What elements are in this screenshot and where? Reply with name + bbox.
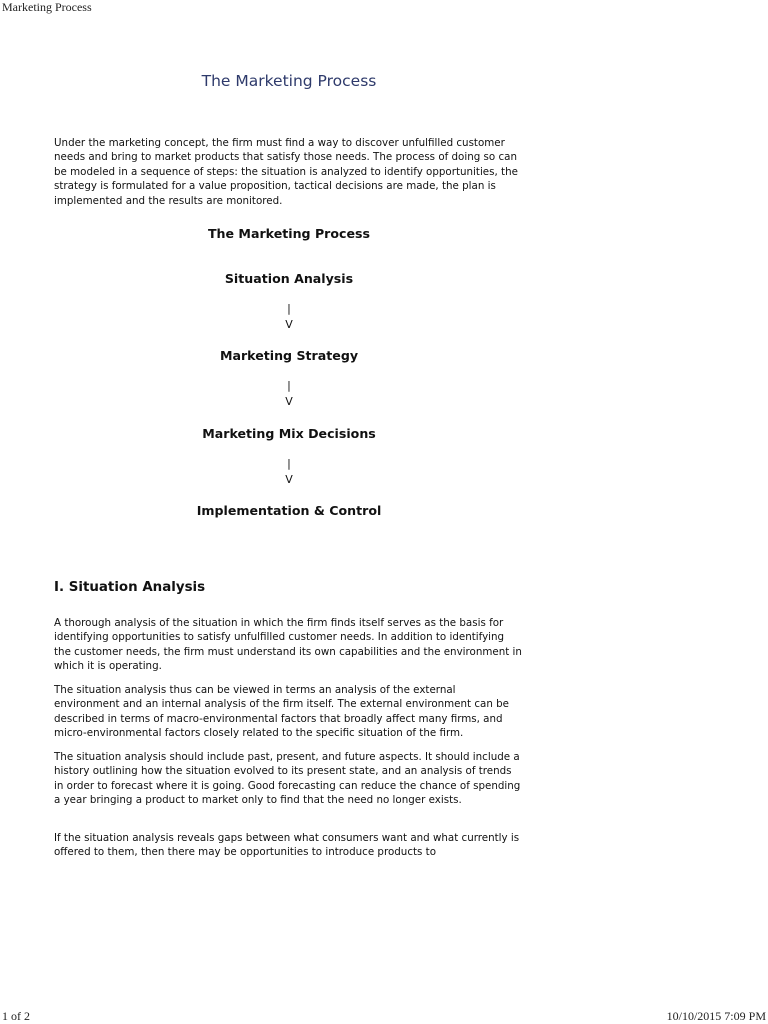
section-heading-situation-analysis: I. Situation Analysis — [54, 580, 206, 595]
document-title: The Marketing Process — [201, 72, 377, 90]
flow-step-marketing-mix-decisions: Marketing Mix Decisions — [202, 426, 376, 441]
intro-paragraph: Under the marketing concept, the firm must find a way to discover unfulfilled customer needs and bring to market products that satisfy those needs. The process of doing so can be modeled in a sequence of steps: the situation is analyzed to identify opportunities, the strategy is formulated for a value proposition, tactical decisions are made, the plan is implemented and the results are monitored. — [54, 137, 518, 207]
flow-connector-arrowhead: V — [285, 473, 293, 486]
flow-connector-bar: | — [287, 457, 291, 470]
flow-connector-bar: | — [287, 302, 291, 315]
print-footer-page-number: 1 of 2 — [2, 1009, 30, 1023]
flow-connector-arrowhead: V — [285, 318, 293, 331]
flow-step-implementation-control: Implementation & Control — [196, 503, 382, 518]
print-footer-datetime: 10/10/2015 7:09 PM — [666, 1009, 766, 1023]
flow-connector-arrowhead: V — [285, 395, 293, 408]
section-paragraph: The situation analysis thus can be viewed in terms an analysis of the external environment and an internal analysis of the firm itself. The external environment can be described in terms of macro-environmental factors that broadly affect many firms, and micro-environmental factors closely related to the specific situation of the firm. — [54, 684, 509, 740]
section-paragraph: If the situation analysis reveals gaps between what consumers want and what currently is offered to them, then there may be opportunities to introduce products to — [54, 832, 520, 859]
section-paragraph: A thorough analysis of the situation in which the firm finds itself serves as the basis for identifying opportunities to satisfy unfulfilled customer needs. In addition to identifying the customer needs, the firm must understand its own capabilities and the environment in which it is operating. — [54, 617, 522, 673]
print-header-title: Marketing Process — [2, 0, 92, 14]
section-paragraph: The situation analysis should include past, present, and future aspects. It should include a history outlining how the situation evolved to its present state, and an analysis of trends in order to forecast where it is going. Good forecasting can reduce the chance of spending a year bringing a product to market only to find that the need no longer exists. — [54, 751, 521, 807]
flow-step-situation-analysis: Situation Analysis — [224, 271, 354, 286]
flow-connector-bar: | — [287, 379, 291, 392]
flow-heading: The Marketing Process — [207, 226, 371, 241]
flow-step-marketing-strategy: Marketing Strategy — [219, 348, 359, 363]
